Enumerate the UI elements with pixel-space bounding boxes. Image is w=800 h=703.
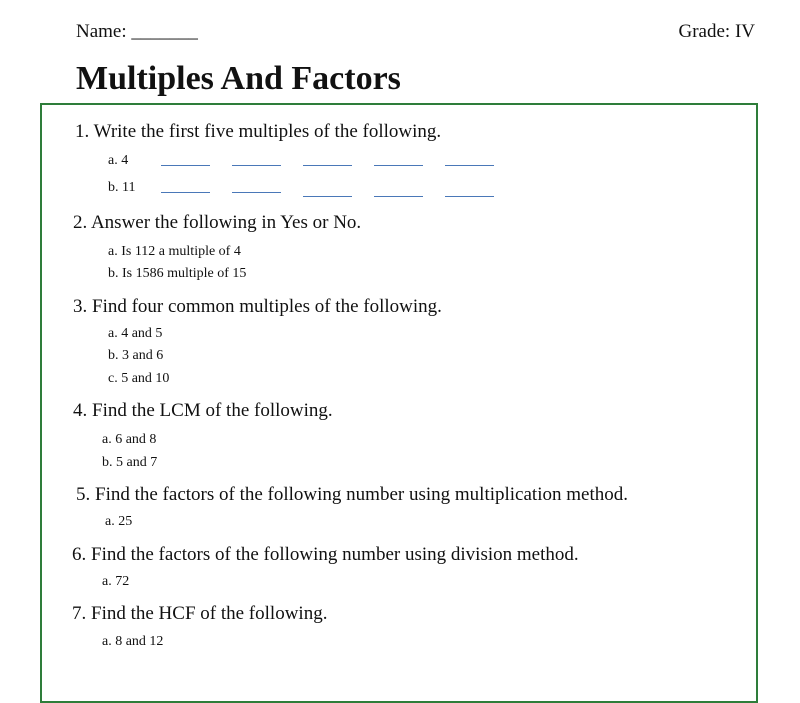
question-6-item-a: a. 72	[102, 574, 130, 589]
answer-blank[interactable]	[445, 196, 494, 197]
question-4-item-a: a. 6 and 8	[102, 432, 157, 447]
question-6: 6. Find the factors of the following number using division method.	[72, 544, 579, 565]
question-5: 5. Find the factors of the following number using multiplication method.	[76, 484, 628, 505]
question-7-item-a: a. 8 and 12	[102, 634, 164, 649]
answer-blank[interactable]	[374, 165, 423, 166]
answer-blank[interactable]	[232, 165, 281, 166]
answer-blank[interactable]	[161, 165, 210, 166]
answer-blank[interactable]	[303, 165, 352, 166]
answer-blank[interactable]	[374, 196, 423, 197]
question-3-item-a: a. 4 and 5	[108, 326, 163, 341]
question-2: 2. Answer the following in Yes or No.	[73, 212, 362, 233]
question-3: 3. Find four common multiples of the following.	[73, 296, 442, 317]
grade-label: Grade: IV	[678, 21, 755, 42]
answer-blank[interactable]	[445, 165, 494, 166]
question-2-item-b: b. Is 1586 multiple of 15	[108, 266, 247, 281]
question-1-item-b: b. 11	[108, 180, 136, 195]
question-1: 1. Write the first five multiples of the following.	[75, 121, 442, 142]
question-2-item-a: a. Is 112 a multiple of 4	[108, 244, 241, 259]
question-1-item-a: a. 4	[108, 153, 129, 168]
question-3-item-b: b. 3 and 6	[108, 348, 164, 363]
question-7: 7. Find the HCF of the following.	[72, 603, 328, 624]
question-3-item-c: c. 5 and 10	[108, 371, 170, 386]
answer-blank[interactable]	[161, 192, 210, 193]
worksheet-title: Multiples And Factors	[76, 60, 401, 97]
question-4: 4. Find the LCM of the following.	[73, 400, 333, 421]
name-field-label: Name: _______	[76, 21, 198, 42]
answer-blank[interactable]	[232, 192, 281, 193]
question-4-item-b: b. 5 and 7	[102, 455, 158, 470]
answer-blank[interactable]	[303, 196, 352, 197]
question-5-item-a: a. 25	[105, 514, 133, 529]
